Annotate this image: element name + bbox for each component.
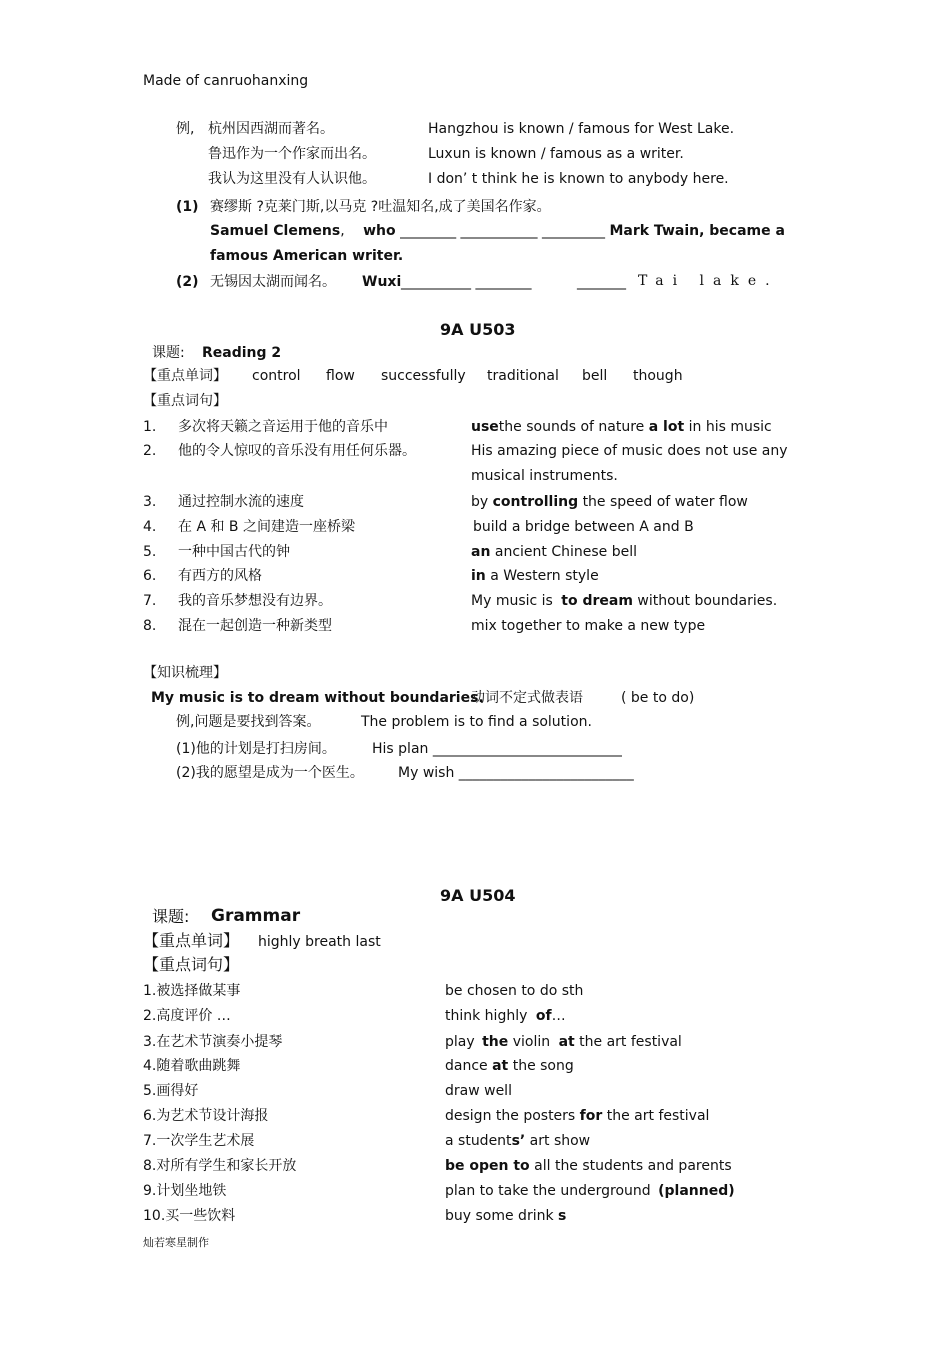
u504-item-en-bold: at [558, 1034, 575, 1050]
u504-item-en [445, 1008, 566, 1024]
u503-example-zh: 例,问题是要找到答案。 [176, 714, 321, 730]
intro-row-3-en: I don’ t think he is known to anybody here. [428, 171, 729, 187]
u504-words-label: 【重点单词】 [143, 931, 240, 950]
u503-item-zh: 混在一起创造一种新类型 [178, 618, 332, 634]
exercise-2-tail: Tai lake. [638, 273, 779, 289]
u503-item-en-text: ancient Chinese bell [494, 544, 638, 560]
u503-item-number: 6. [143, 568, 157, 584]
intro-row-3-zh: 我认为这里没有人认识他。 [208, 171, 376, 187]
u504-phrases-label: 【重点词句】 [143, 955, 240, 974]
exercise-1-continuation: Mark Twain, became a [609, 223, 785, 239]
u504-item-en-text: the art festival [606, 1108, 710, 1124]
u504-topic: Grammar [211, 906, 301, 926]
u504-item-en-text: plan to take the underground [445, 1183, 651, 1199]
u504-item-en-text: all the students and parents [534, 1158, 732, 1174]
u503-item-en-cont: musical instruments. [471, 468, 618, 484]
exercise-1-who: who [363, 223, 396, 239]
u504-topic-label: 课题: [152, 907, 190, 926]
u503-example-en: The problem is to find a solution. [361, 714, 592, 730]
exercise-1-zh: 赛缪斯 ?克莱门斯,以马克 ?吐温知名,成了美国名作家。 [210, 199, 551, 215]
u503-item-en: build a bridge between A and B [473, 519, 694, 535]
u503-item-zh: 通过控制水流的速度 [178, 494, 304, 510]
u503-item-number: 3. [143, 494, 157, 510]
intro-row-1-zh: 杭州因西湖而著名。 [208, 121, 334, 137]
u503-item-en [471, 494, 748, 510]
u503-item-zh: 多次将天籁之音运用于他的音乐中 [178, 419, 388, 435]
u503-knowledge-sentence: My music is to dream without boundaries. [151, 690, 484, 706]
u503-word: traditional [487, 368, 559, 384]
u504-item-en [445, 1108, 709, 1124]
exercise-1-blanks[interactable]: ________ ___________ _________ [400, 223, 606, 239]
exercise-2-number: (2) [176, 274, 199, 290]
u504-item-en-text: art show [529, 1133, 591, 1149]
u504-item-zh: 9.计划坐地铁 [143, 1183, 227, 1199]
u504-item-zh: 5.画得好 [143, 1083, 199, 1099]
u503-item-number: 2. [143, 443, 157, 459]
u503-word: bell [582, 368, 608, 384]
u504-item-en-bold: (planned) [658, 1183, 735, 1199]
u503-item-en-bold: in [471, 568, 486, 584]
u503-phrases-label: 【重点词句】 [143, 393, 227, 409]
exercise-1-name: Samuel Clemens [210, 223, 341, 239]
u504-item-zh: 10.买一些饮料 [143, 1208, 236, 1224]
u504-item-zh: 3.在艺术节演奏小提琴 [143, 1034, 283, 1050]
u503-item-zh: 他的令人惊叹的音乐没有用任何乐器。 [178, 443, 416, 459]
u504-item-en-text: the art festival [579, 1034, 682, 1050]
u503-words-label: 【重点单词】 [143, 368, 227, 384]
u503-item-number: 8. [143, 618, 157, 634]
u503-knowledge-label: 【知识梳理】 [143, 665, 227, 681]
u504-item-en [445, 1058, 574, 1074]
u503-item-number: 1. [143, 419, 157, 435]
section-u503-title: 9A U503 [440, 320, 516, 339]
u504-item-en: be chosen to do sth [445, 983, 584, 999]
u503-item-en [471, 568, 599, 584]
u503-item-number: 5. [143, 544, 157, 560]
u504-item-en [445, 1034, 682, 1050]
u503-topic-label: 课题: [152, 345, 185, 361]
u504-words: highly breath last [258, 934, 381, 950]
u503-knowledge-note: 动词不定式做表语 [471, 690, 583, 706]
exercise-2-subject: Wuxi [362, 274, 402, 290]
exercise-2-blank-2[interactable]: _______ [577, 274, 626, 290]
u503-item-en-text: the speed of water flow [582, 494, 748, 510]
u503-item-en-text: without boundaries. [637, 593, 778, 609]
u504-item-en [445, 1158, 732, 1174]
u504-item-en-text: buy some drink [445, 1208, 554, 1224]
u504-item-en-bold: at [492, 1058, 509, 1074]
exercise-1-number: (1) [176, 199, 199, 215]
intro-row-1-en: Hangzhou is known / famous for West Lake. [428, 121, 735, 137]
page-header: Made of canruohanxing [143, 73, 309, 89]
u504-item-en-text: think highly [445, 1008, 528, 1024]
u503-item-en-bold: controlling [492, 494, 579, 510]
u504-item-zh: 8.对所有学生和家长开放 [143, 1158, 297, 1174]
u504-item-zh: 2.高度评价 … [143, 1008, 231, 1024]
u503-exercise-1-en[interactable]: His plan ___________________________ [372, 741, 622, 757]
u504-item-en-text: a student [445, 1133, 512, 1149]
u503-item-en-text: the sounds of nature [498, 419, 645, 435]
u504-item-en-bold: for [579, 1108, 603, 1124]
u504-item-en-bold: be open to [445, 1158, 530, 1174]
u503-item-zh: 有西方的风格 [178, 568, 262, 584]
u503-item-en-bold: an [471, 544, 491, 560]
u503-item-zh: 我的音乐梦想没有边界。 [178, 593, 332, 609]
u503-word: though [633, 368, 683, 384]
u503-exercise-2-en[interactable]: My wish _________________________ [398, 765, 634, 781]
intro-example-label: 例, [176, 121, 195, 137]
u504-item-en-bold: s’ [511, 1133, 526, 1149]
u504-item-zh: 1.被选择做某事 [143, 983, 241, 999]
u504-item-en-text: design the posters [445, 1108, 576, 1124]
exercise-1-comma: , [340, 223, 345, 239]
exercise-2-zh: 无锡因太湖而闻名。 [210, 274, 336, 290]
u503-item-zh: 在 A 和 B 之间建造一座桥梁 [178, 519, 355, 535]
u504-item-zh: 6.为艺术节设计海报 [143, 1108, 269, 1124]
section-u504-title: 9A U504 [440, 886, 516, 905]
u503-item-number: 7. [143, 593, 157, 609]
u504-item-en-bold: the [482, 1034, 509, 1050]
u504-item-en-text: the song [512, 1058, 574, 1074]
intro-row-2-zh: 鲁迅作为一个作家而出名。 [208, 146, 376, 162]
u503-item-en-text: a Western style [490, 568, 599, 584]
u503-item-en [471, 419, 772, 435]
u504-item-en: draw well [445, 1083, 512, 1099]
u503-item-en: His amazing piece of music does not use any [471, 443, 788, 459]
u503-item-zh: 一种中国古代的钟 [178, 544, 290, 560]
u503-exercise-1-zh: (1)他的计划是打扫房间。 [176, 741, 336, 757]
u503-item-en-text: My music is [471, 593, 553, 609]
intro-row-2-en: Luxun is known / famous as a writer. [428, 146, 684, 162]
page-footer: 灿若寒星制作 [143, 1236, 209, 1249]
u503-item-en-text: in his music [688, 419, 772, 435]
u504-item-zh: 4.随着歌曲跳舞 [143, 1058, 241, 1074]
u503-item-en-bold: a lot [648, 419, 685, 435]
u503-item-number: 4. [143, 519, 157, 535]
u504-item-en [445, 1133, 590, 1149]
u503-item-en-bold: use [471, 419, 499, 435]
u503-word: flow [326, 368, 355, 384]
u503-item-en-bold: to dream [561, 593, 633, 609]
u504-item-en-text: play [445, 1034, 475, 1050]
u504-item-en-bold: of [535, 1008, 552, 1024]
u503-item-en-text: by [471, 494, 489, 510]
exercise-2-blanks[interactable]: __________ ________ [401, 274, 532, 290]
u503-item-en [471, 544, 637, 560]
u504-item-en-bold: s [558, 1208, 567, 1224]
exercise-1-en-line-2: famous American writer. [210, 248, 404, 264]
exercise-1-en-line-1 [210, 223, 785, 239]
u503-topic: Reading 2 [202, 345, 282, 361]
u503-knowledge-form: ( be to do) [621, 690, 695, 706]
u503-item-en: mix together to make a new type [471, 618, 706, 634]
u503-exercise-2-zh: (2)我的愿望是成为一个医生。 [176, 765, 364, 781]
u504-item-en-text: dance [445, 1058, 488, 1074]
u504-item-zh: 7.一次学生艺术展 [143, 1133, 255, 1149]
u504-item-en-text: … [551, 1008, 566, 1024]
u504-item-en [445, 1183, 735, 1199]
u503-word: control [252, 368, 301, 384]
u503-word: successfully [381, 368, 466, 384]
u503-item-en [471, 593, 777, 609]
u504-item-en [445, 1208, 566, 1224]
u504-item-en-text: violin [512, 1034, 551, 1050]
